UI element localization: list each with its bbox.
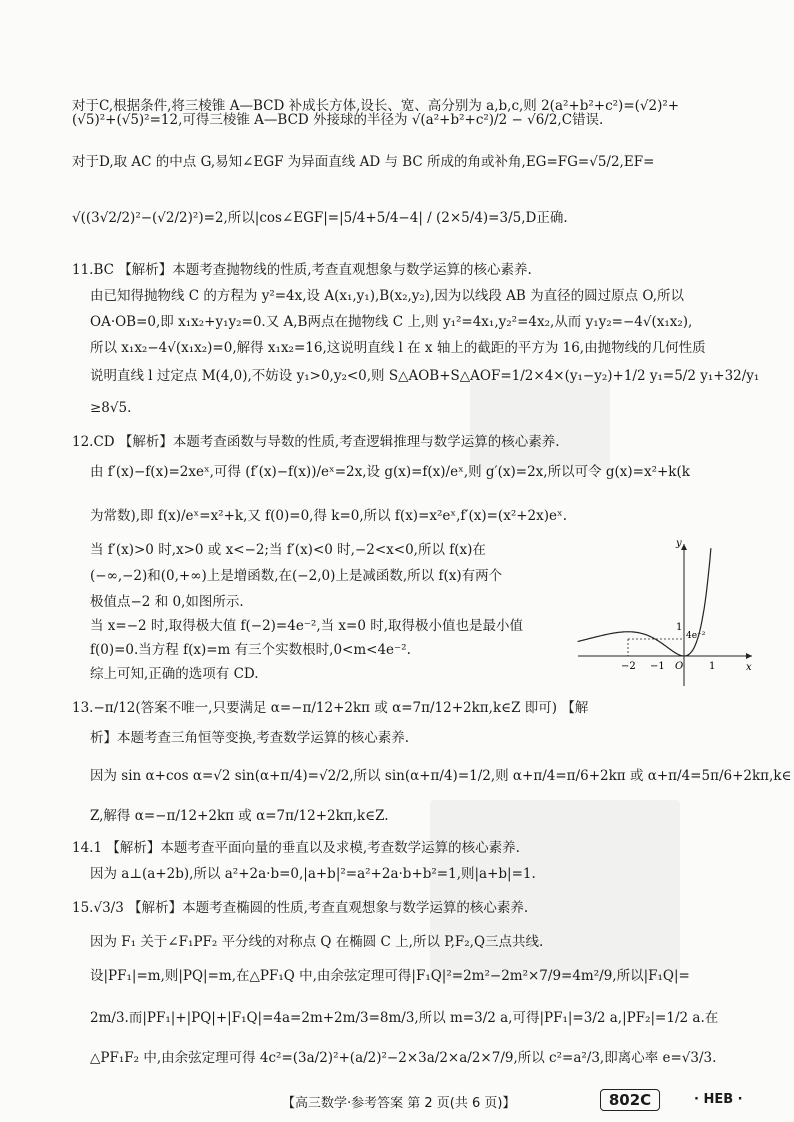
footer-suffix: · HEB · bbox=[694, 1092, 743, 1107]
scan-smudge bbox=[430, 800, 680, 980]
x-label: x bbox=[746, 662, 752, 673]
tick-y1: 1 bbox=[676, 622, 683, 633]
tick-neg1: −1 bbox=[650, 661, 665, 672]
text-line: 说明直线 l 过定点 M(4,0),不妨设 y₁>0,y₂<0,则 S△AOB+S△AOF=1/2×4×(y₁−y₂)+1/2 y₁=5/2 y₁+32/y₁ bbox=[90, 368, 760, 384]
text-line: √((3√2/2)²−(√2/2)²)=2,所以|cos∠EGF|=|5/4+5/4−4| / (2×5/4)=3/5,D正确. bbox=[72, 210, 568, 226]
footer-label: 【高三数学·参考答案 第 2 页(共 6 页)】 bbox=[282, 1096, 516, 1111]
text-line: 由 f′(x)−f(x)=2xeˣ,可得 (f′(x)−f(x))/eˣ=2x,设 g(x)=f(x)/eˣ,则 g′(x)=2x,所以可令 g(x)=x²+k(k bbox=[90, 464, 690, 480]
text-line: 析】本题考查三角恒等变换,考查数学运算的核心素养. bbox=[90, 730, 410, 746]
text-line: ≥8√5. bbox=[90, 400, 132, 416]
y-label: y bbox=[676, 538, 682, 549]
text-line: 11.BC 【解析】本题考查抛物线的性质,考查直观想象与数学运算的核心素养. bbox=[72, 262, 532, 278]
text-line: 设|PF₁|=m,则|PQ|=m,在△PF₁Q 中,由余弦定理可得|F₁Q|²=2m²−2m²×7/9=4m²/9,所以|F₁Q|= bbox=[90, 968, 690, 984]
peak-label: 4e⁻² bbox=[686, 631, 706, 641]
y-axis-arrow bbox=[681, 544, 687, 550]
text-line: 所以 x₁x₂−4√(x₁x₂)=0,解得 x₁x₂=16,这说明直线 l 在 x 轴上的截距的平方为 16,由抛物线的几何性质 bbox=[90, 340, 706, 356]
text-line: 15.√3/3 【解析】本题考查椭圆的性质,考查直观想象与数学运算的核心素养. bbox=[72, 900, 529, 916]
scan-smudge bbox=[470, 380, 610, 470]
text-line: 因为 a⊥(a+2b),所以 a²+2a·b=0,|a+b|²=a²+2a·b+b²=1,则|a+b|=1. bbox=[90, 866, 536, 882]
text-line: Z,解得 α=−π/12+2kπ 或 α=7π/12+2kπ,k∈Z. bbox=[90, 808, 389, 824]
x-axis-arrow bbox=[746, 653, 752, 659]
tick-pos1: 1 bbox=[709, 661, 716, 672]
text-line: 综上可知,正确的选项有 CD. bbox=[90, 666, 259, 682]
text-line: 极值点−2 和 0,如图所示. bbox=[90, 594, 244, 610]
text-line: 当 x=−2 时,取得极大值 f(−2)=4e⁻²,当 x=0 时,取得极小值也是最小值 bbox=[90, 618, 524, 634]
text-line: 因为 sin α+cos α=√2 sin(α+π/4)=√2/2,所以 sin(α+π/4)=1/2,则 α+π/4=π/6+2kπ 或 α+π/4=5π/6+2kπ,k∈ bbox=[90, 768, 792, 784]
text-line: △PF₁F₂ 中,由余弦定理可得 4c²=(3a/2)²+(a/2)²−2×3a/2×a/2×7/9,所以 c²=a²/3,即离心率 e=√3/3. bbox=[90, 1050, 717, 1066]
function-graph bbox=[572, 538, 758, 690]
text-line: 13.−π/12(答案不唯一,只要满足 α=−π/12+2kπ 或 α=7π/12+2kπ,k∈Z 即可) 【解 bbox=[72, 700, 589, 716]
text-line: 为常数),即 f(x)/eˣ=x²+k,又 f(0)=0,得 k=0,所以 f(x)=x²eˣ,f′(x)=(x²+2x)eˣ. bbox=[90, 508, 568, 524]
text-line: OA·OB=0,即 x₁x₂+y₁y₂=0.又 A,B两点在抛物线 C 上,则 y₁²=4x₁,y₂²=4x₂,从而 y₁y₂=−4√(x₁x₂), bbox=[90, 314, 693, 330]
tick-neg2: −2 bbox=[621, 661, 636, 672]
text-line: 对于C,根据条件,将三棱锥 A—BCD 补成长方体,设长、宽、高分别为 a,b,c,则 2(a²+b²+c²)=(√2)²+ bbox=[72, 98, 680, 114]
origin-label: O bbox=[675, 661, 684, 672]
text-line: 14.1 【解析】本题考查平面向量的垂直以及求模,考查数学运算的核心素养. bbox=[72, 840, 520, 856]
text-line: 2m/3.而|PF₁|+|PQ|+|F₁Q|=4a=2m+2m/3=8m/3,所以 m=3/2 a,可得|PF₁|=3/2 a,|PF₂|=1/2 a.在 bbox=[90, 1010, 719, 1026]
text-line: 由已知得抛物线 C 的方程为 y²=4x,设 A(x₁,y₁),B(x₂,y₂),因为以线段 AB 为直径的圆过原点 O,所以 bbox=[90, 288, 684, 304]
text-line: (−∞,−2)和(0,+∞)上是增函数,在(−2,0)上是减函数,所以 f(x)有两个 bbox=[90, 568, 503, 584]
text-line: 当 f′(x)>0 时,x>0 或 x<−2;当 f′(x)<0 时,−2<x<0,所以 f(x)在 bbox=[90, 542, 486, 558]
text-line: 对于D,取 AC 的中点 G,易知∠EGF 为异面直线 AD 与 BC 所成的角或补角,EG=FG=√5/2,EF= bbox=[72, 154, 655, 170]
text-line: 因为 F₁ 关于∠F₁PF₂ 平分线的对称点 Q 在椭圆 C 上,所以 P,F₂,Q三点共线. bbox=[90, 934, 544, 950]
text-line: f(0)=0.当方程 f(x)=m 有三个实数根时,0<m<4e⁻². bbox=[90, 642, 411, 658]
page-footer bbox=[0, 1089, 794, 1113]
text-line: 12.CD 【解析】本题考查函数与导数的性质,考查逻辑推理与数学运算的核心素养. bbox=[72, 434, 560, 450]
footer-code: 802C bbox=[600, 1089, 660, 1111]
text-line: (√5)²+(√5)²=12,可得三棱锥 A—BCD 外接球的半径为 √(a²+b²+c²)/2 − √6/2,C错误. bbox=[72, 112, 604, 128]
